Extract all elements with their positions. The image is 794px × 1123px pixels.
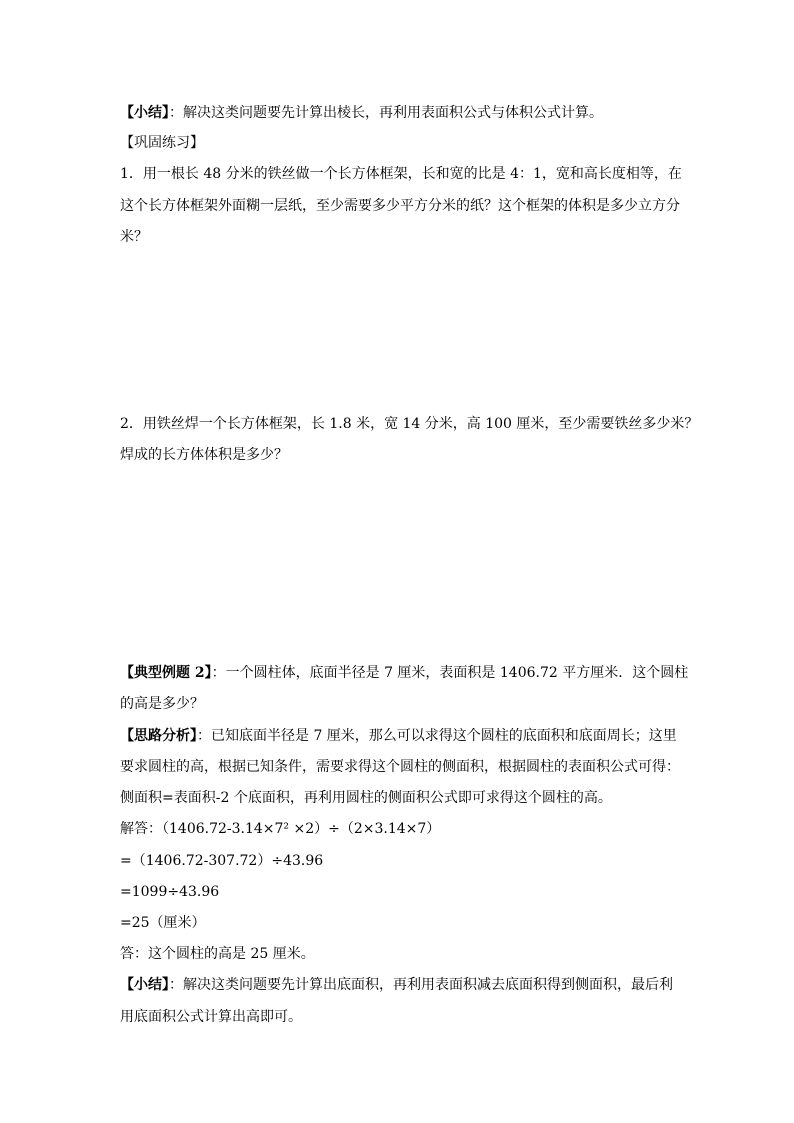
summary-2-tag: 【小结】 [120, 977, 169, 993]
question-2-line-1: 2．用铁丝焊一个长方体框架，长 1.8 米，宽 14 分米，高 100 厘米，至少需要铁丝多少米？ [120, 416, 699, 432]
summary-2-text: ：解决这类问题要先计算出底面积，再利用表面积减去底面积得到侧面积，最后利 [169, 977, 673, 993]
solution-line-1: 解答：（1406.72-3.14×7² ×2）÷（2×3.14×7） [120, 821, 441, 837]
example-2-text: ：一个圆柱体，底面半径是 7 厘米，表面积是 1406.72 平方厘米．这个圆柱 [211, 665, 689, 681]
practice-heading: 【巩固练习】 [120, 135, 204, 151]
summary-1-text: ：解决这类问题要先计算出棱长，再利用表面积公式与体积公式计算。 [169, 105, 603, 121]
analysis-line-2: 要求圆柱的高，根据已知条件，需要求得这个圆柱的侧面积，根据圆柱的表面积公式可得： [120, 759, 680, 775]
example-2-line-2: 的高是多少？ [120, 696, 204, 712]
example-2-tag: 【典型例题 2】 [120, 665, 212, 681]
summary-2-line-1 [120, 976, 680, 994]
question-2-line-2: 焊成的长方体体积是多少？ [120, 447, 288, 463]
question-1-line-3: 米？ [120, 229, 148, 245]
example-2-line-1 [120, 664, 689, 682]
summary-1 [120, 104, 680, 122]
question-1-line-2: 这个长方体框架外面糊一层纸，至少需要多少平方分米的纸？这个框架的体积是多少立方分 [120, 198, 680, 214]
solution-line-2: =（1406.72-307.72）÷43.96 [120, 853, 324, 869]
solution-line-4: =25（厘米） [120, 915, 206, 931]
summary-1-tag: 【小结】 [120, 105, 169, 121]
solution-answer: 答：这个圆柱的高是 25 厘米。 [120, 946, 315, 962]
analysis-line-3: 侧面积=表面积-2 个底面积，再利用圆柱的侧面积公式即可求得这个圆柱的高。 [120, 790, 612, 806]
analysis-tag: 【思路分析】 [120, 728, 197, 744]
analysis-text: ：已知底面半径是 7 厘米，那么可以求得这个圆柱的底面积和底面周长；这里 [197, 728, 677, 744]
question-1-line-1: 1．用一根长 48 分米的铁丝做一个长方体框架，长和宽的比是 4：1，宽和高长度相等，在 [120, 166, 682, 182]
solution-line-3: =1099÷43.96 [120, 884, 220, 900]
summary-2-line-2: 用底面积公式计算出高即可。 [120, 1009, 302, 1025]
analysis-line-1 [120, 727, 680, 745]
